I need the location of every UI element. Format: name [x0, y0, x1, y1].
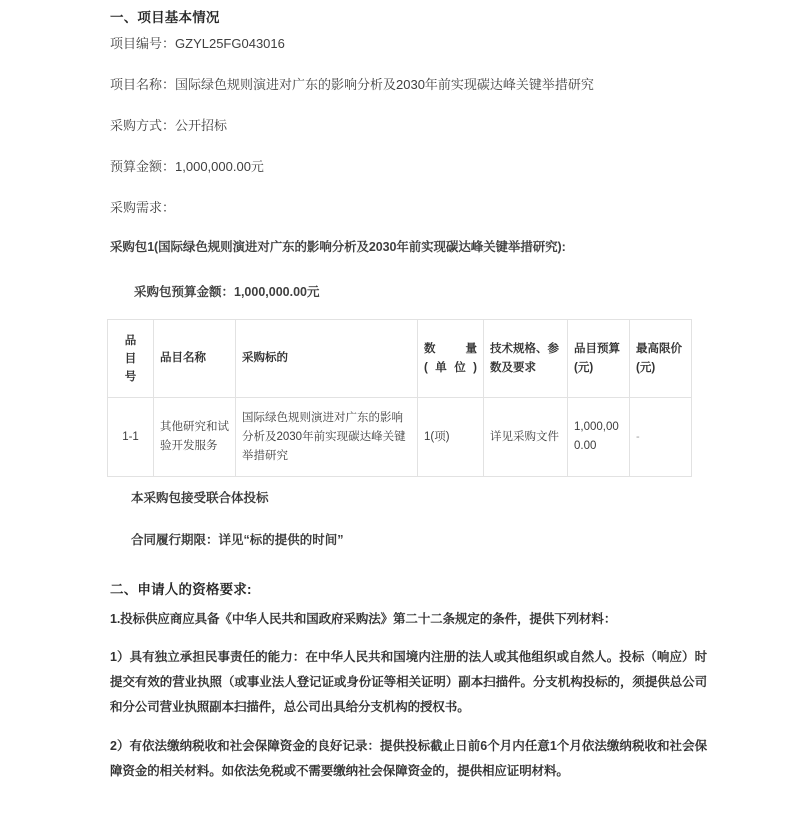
header-item-no-label: 品目号	[124, 334, 137, 383]
field-project-number	[110, 34, 733, 53]
header-item-no	[108, 320, 154, 398]
package-notes	[0, 477, 793, 550]
field-budget-amount-value: 1,000,000.00元	[175, 159, 264, 174]
cell-quantity-unit: 1(项)	[418, 398, 484, 477]
field-project-number-value: GZYL25FG043016	[175, 36, 285, 51]
field-procurement-method-label: 采购方式：	[110, 118, 176, 133]
header-tech-spec: 技术规格、参数及要求	[484, 320, 568, 398]
field-project-name-value: 国际绿色规则演进对广东的影响分析及2030年前实现碳达峰关键举措研究	[175, 77, 594, 92]
field-budget-amount	[110, 157, 733, 176]
qualification-item-1: 1）具有独立承担民事责任的能力：在中华人民共和国境内注册的法人或其他组织或自然人。投标（响应）时提交有效的营业执照（或事业法人登记证或身份证等相关证明）副本扫描件。分支机构投标的，须提供总公司和分公司营业执照副本扫描件，总公司出具给分支机构的授权书。	[110, 650, 707, 714]
section2-heading: 二、申请人的资格要求:	[110, 582, 252, 597]
field-procurement-method-value: 公开招标	[175, 118, 228, 133]
header-price-cap: 最高限价(元)	[630, 320, 692, 398]
goods-table-head	[108, 320, 692, 398]
table-row	[108, 398, 692, 477]
field-procurement-requirement	[110, 198, 733, 217]
section-applicant-qualifications	[0, 573, 793, 784]
cell-procurement-target: 国际绿色规则演进对广东的影响分析及2030年前实现碳达峰关键举措研究	[236, 398, 418, 477]
header-quantity-unit	[418, 320, 484, 398]
field-project-name-label: 项目名称：	[110, 77, 176, 92]
header-quantity-line2: (单位)	[424, 361, 477, 374]
cell-price-cap	[630, 398, 692, 477]
cell-tech-spec: 详见采购文件	[484, 398, 568, 477]
field-project-name	[110, 75, 733, 94]
table-header-row	[108, 320, 692, 398]
section1-heading: 一、项目基本情况	[110, 10, 220, 25]
goods-table-container	[0, 319, 793, 477]
cell-price-cap-value: -	[636, 430, 640, 443]
field-project-number-label: 项目编号：	[110, 36, 176, 51]
field-procurement-method	[110, 116, 733, 135]
header-item-name: 品目名称	[154, 320, 236, 398]
goods-table-body	[108, 398, 692, 477]
package-title: 采购包1(国际绿色规则演进对广东的影响分析及2030年前实现碳达峰关键举措研究):	[110, 240, 566, 254]
section-project-basics	[0, 0, 793, 302]
field-procurement-requirement-label: 采购需求：	[110, 200, 176, 215]
goods-table	[107, 319, 692, 477]
header-item-budget: 品目预算(元)	[568, 320, 630, 398]
cell-item-budget: 1,000,000.00	[568, 398, 630, 477]
note-contract-period: 合同履行期限：详见“标的提供的时间”	[131, 533, 344, 547]
cell-item-name: 其他研究和试验开发服务	[154, 398, 236, 477]
note-consortium: 本采购包接受联合体投标	[131, 491, 269, 505]
section2-intro: 1.投标供应商应具备《中华人民共和国政府采购法》第二十二条规定的条件，提供下列材料：	[110, 612, 617, 626]
field-budget-amount-label: 预算金额：	[110, 159, 176, 174]
header-procurement-target: 采购标的	[236, 320, 418, 398]
package-budget: 采购包预算金额：1,000,000.00元	[134, 285, 320, 299]
header-quantity-line1: 数量	[424, 342, 477, 355]
qualification-item-2: 2）有依法缴纳税收和社会保障资金的良好记录：提供投标截止日前6个月内任意1个月依法缴纳税收和社会保障资金的相关材料。如依法免税或不需要缴纳社会保障资金的，提供相应证明材料。	[110, 739, 707, 778]
cell-item-no: 1-1	[108, 398, 154, 477]
